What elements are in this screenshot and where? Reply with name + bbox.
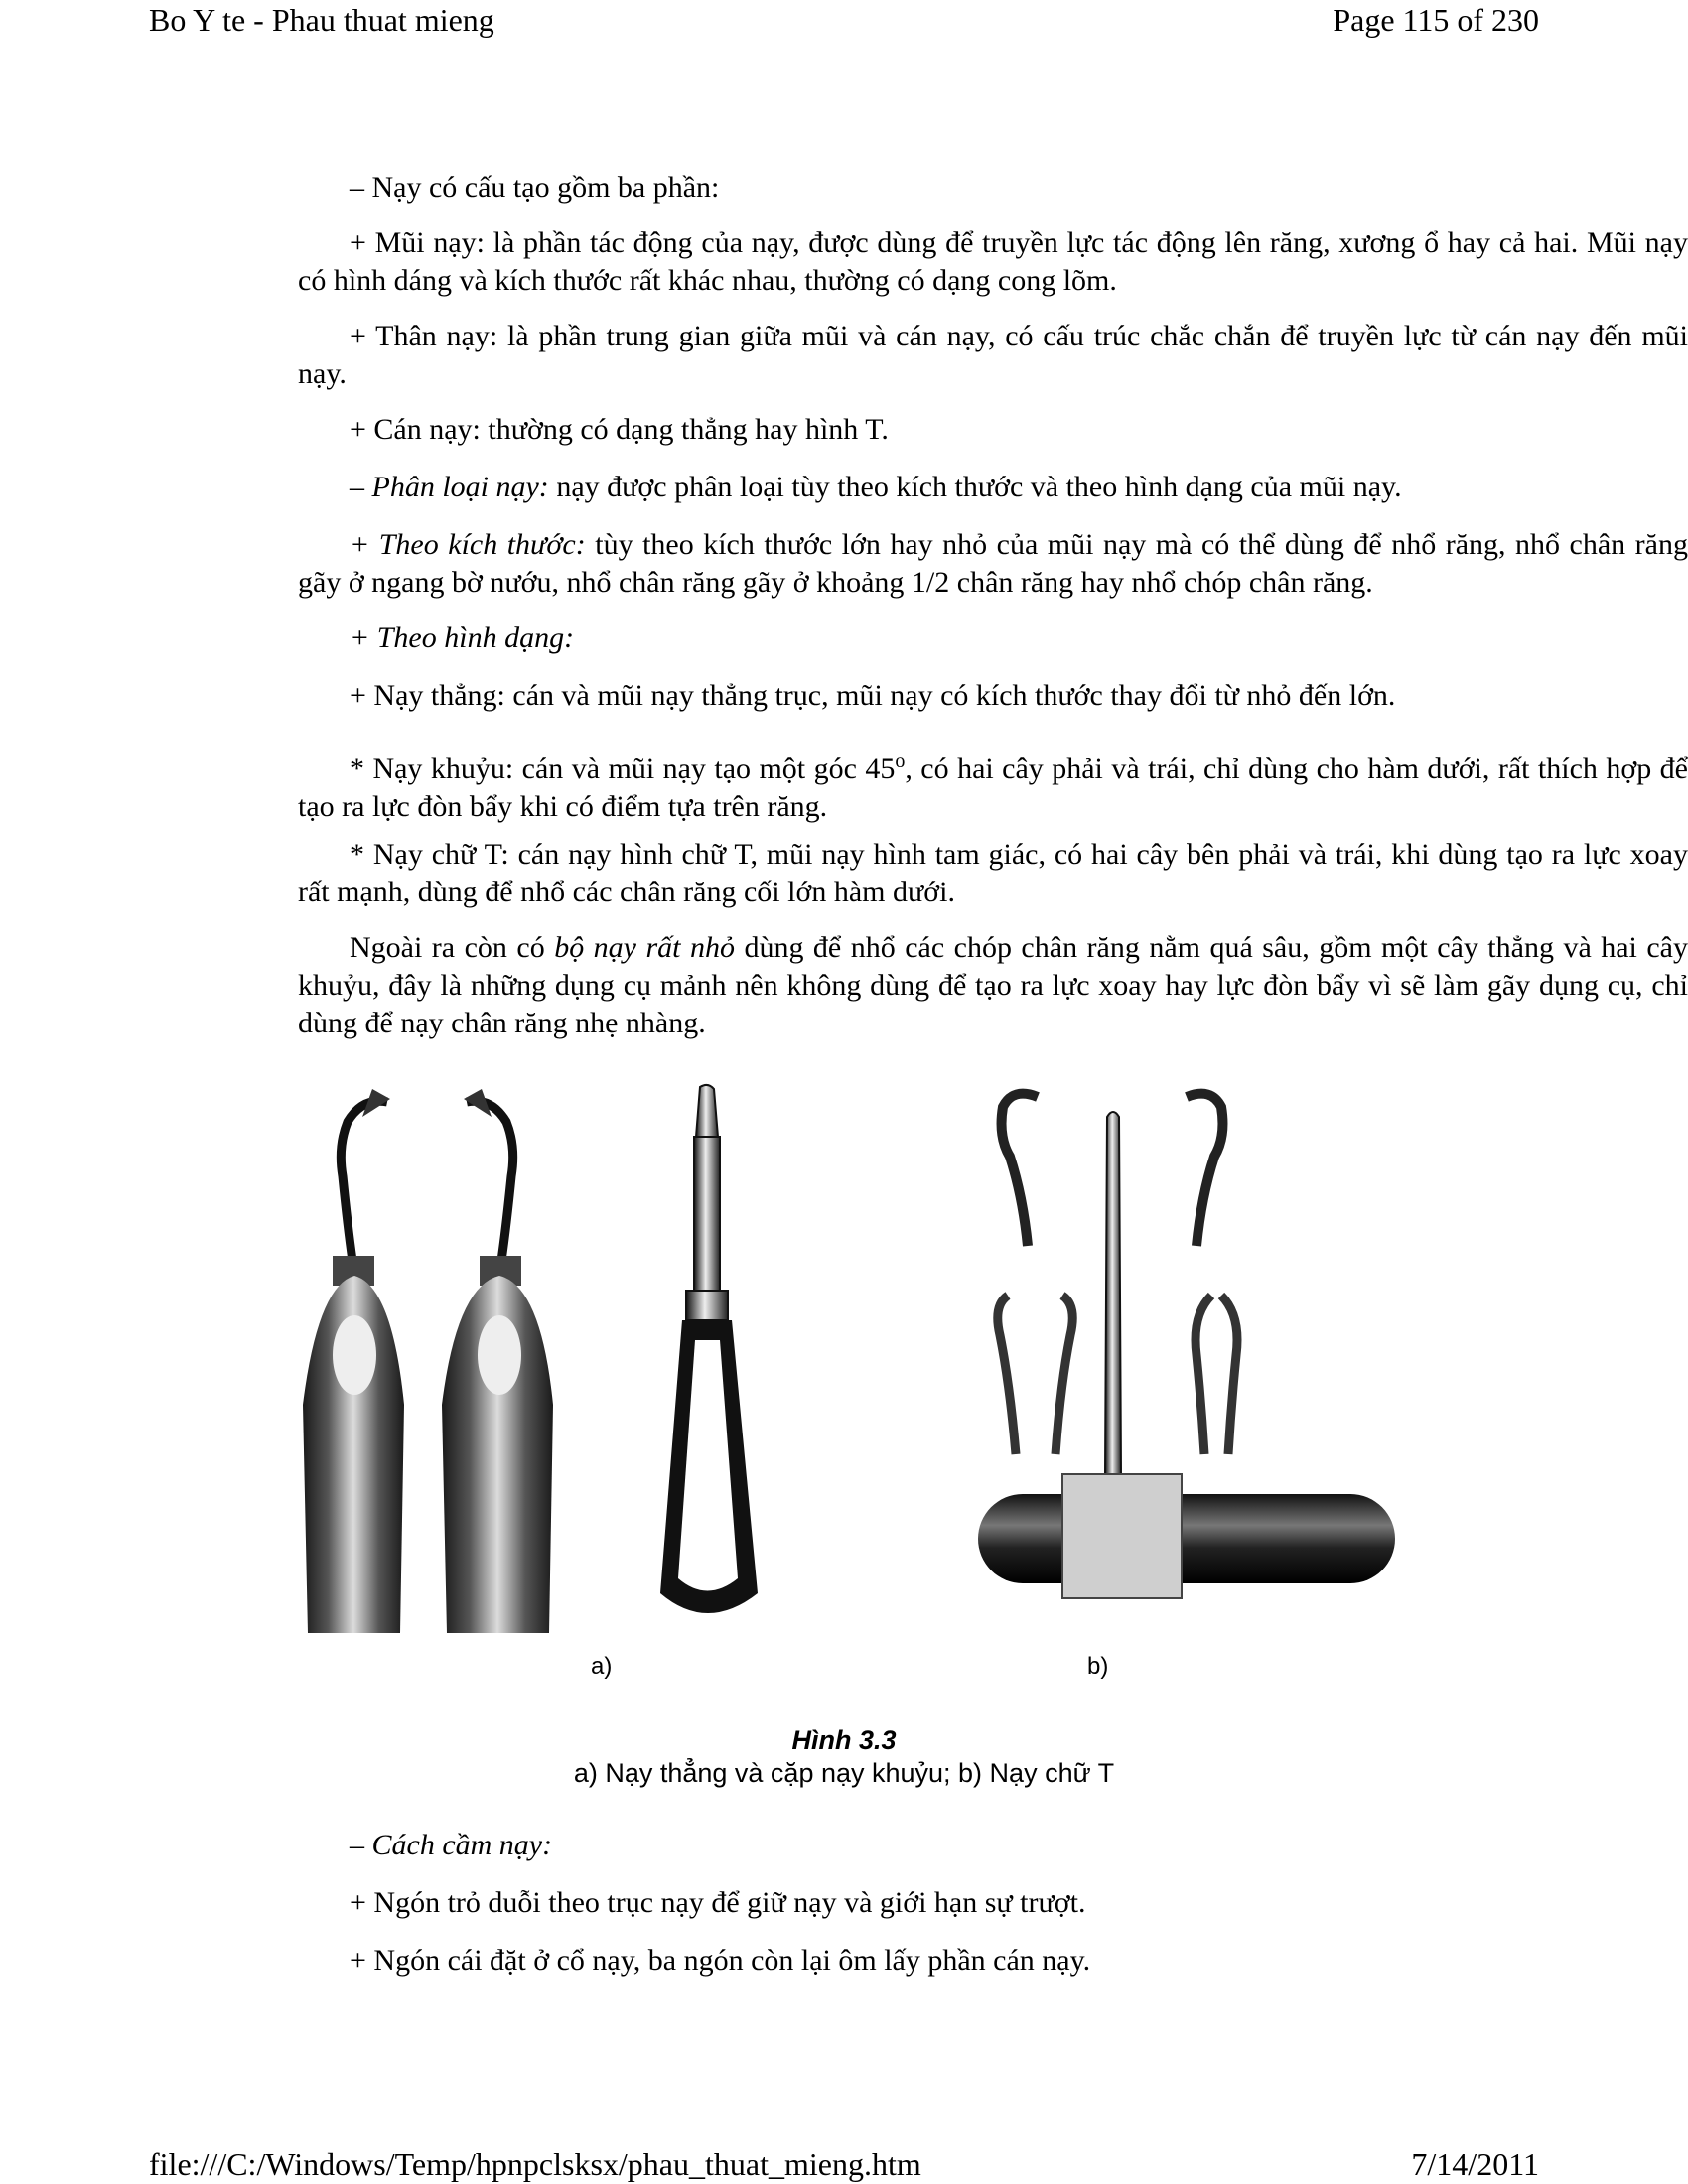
- figure-caption-text: a) Nạy thẳng và cặp nạy khuỷu; b) Nạy chữ T: [573, 1758, 1115, 1788]
- italic-term: – Cách cầm nạy:: [350, 1829, 553, 1861]
- italic-term: – Phân loại nạy:: [350, 471, 549, 503]
- paragraph: + Cán nạy: thường có dạng thẳng hay hình T.: [350, 413, 889, 446]
- italic-term: + Theo kích thước:: [350, 528, 586, 561]
- straight-elevator: [660, 1085, 758, 1613]
- paragraph: [298, 743, 1688, 826]
- paragraph: – Nạy có cấu tạo gồm ba phần:: [350, 171, 720, 204]
- elevators-illustration: [293, 1077, 1395, 1633]
- paragraph-text: tùy theo kích thước lớn hay nhỏ của mũi nạy mà có thể dùng để nhổ răng, nhổ chân răng gãy ở ngang bờ nướu, nhổ chân răng gãy ở khoảng 1/2 chân răng hay nhổ chóp chân răng.: [298, 528, 1688, 599]
- curved-elevator-right: [442, 1089, 553, 1633]
- paragraph: [298, 469, 1688, 506]
- paragraph: [298, 526, 1688, 602]
- footer-file-path: file:///C:/Windows/Temp/hpnpclsksx/phau_thuat_mieng.htm: [149, 2146, 921, 2182]
- footer-date: 7/14/2011: [1411, 2146, 1539, 2182]
- paragraph: + Ngón cái đặt ở cổ nạy, ba ngón còn lại ôm lấy phần cán nạy.: [350, 1944, 1091, 1977]
- figure-label-a: a): [591, 1653, 613, 1680]
- t-elevator: [978, 1112, 1395, 1598]
- paragraph-text: dùng để nhổ các chóp chân răng nằm quá sâu, gồm một cây thẳng và hai cây khuỷu, đây là những dụng cụ mảnh nên không dùng để tạo ra lực xoay hay lực đòn bẩy vì sẽ làm gãy dụng cụ, chỉ dùng để nạy chân răng nhẹ nhàng.: [298, 931, 1688, 1039]
- italic-term: + Theo hình dạng:: [350, 621, 575, 654]
- paragraph-text: nạy được phân loại tùy theo kích thước và theo hình dạng của mũi nạy.: [548, 471, 1402, 503]
- figure-label-b: b): [1087, 1653, 1109, 1680]
- figure-caption-title: Hình 3.3: [791, 1725, 897, 1755]
- paragraph: + Thân nạy: là phần trung gian giữa mũi và cán nạy, có cấu trúc chắc chắn để truyền lực từ cán nạy đến mũi nạy.: [298, 320, 1688, 390]
- paragraph-text: Ngoài ra còn có: [350, 931, 555, 964]
- header-page-number: Page 115 of 230: [1333, 2, 1539, 38]
- paragraph: [298, 929, 1688, 1042]
- paragraph-text: * Nạy khuỷu: cán và mũi nạy tạo một góc 45: [350, 752, 896, 785]
- paragraph-text: , có hai cây phải và trái, chỉ dùng cho hàm dưới, rất thích hợp để tạo ra lực đòn bẩy khi có điểm tựa trên răng.: [298, 752, 1688, 823]
- paragraph: + Ngón trỏ duỗi theo trục nạy để giữ nạy và giới hạn sự trượt.: [350, 1886, 1086, 1919]
- paragraph: [298, 1827, 1688, 1864]
- degree-superscript: o: [895, 751, 906, 772]
- header-title: Bo Y te - Phau thuat mieng: [149, 2, 494, 38]
- paragraph: + Nạy thẳng: cán và mũi nạy thẳng trục, mũi nạy có kích thước thay đổi từ nhỏ đến lớn.: [350, 679, 1396, 712]
- paragraph: * Nạy chữ T: cán nạy hình chữ T, mũi nạy hình tam giác, có hai cây bên phải và trái, khi dùng tạo ra lực xoay rất mạnh, dùng để nhổ các chân răng cối lớn hàm dưới.: [298, 838, 1688, 908]
- paragraph: [298, 619, 1688, 657]
- paragraph: + Mũi nạy: là phần tác động của nạy, được dùng để truyền lực tác động lên răng, xương ổ hay cả hai. Mũi nạy có hình dáng và kích thước rất khác nhau, thường có dạng cong lõm.: [298, 226, 1688, 297]
- italic-term: bộ nạy rất nhỏ: [554, 931, 735, 964]
- elevators-figure: [293, 1077, 1395, 1680]
- curved-elevator-left: [303, 1089, 404, 1633]
